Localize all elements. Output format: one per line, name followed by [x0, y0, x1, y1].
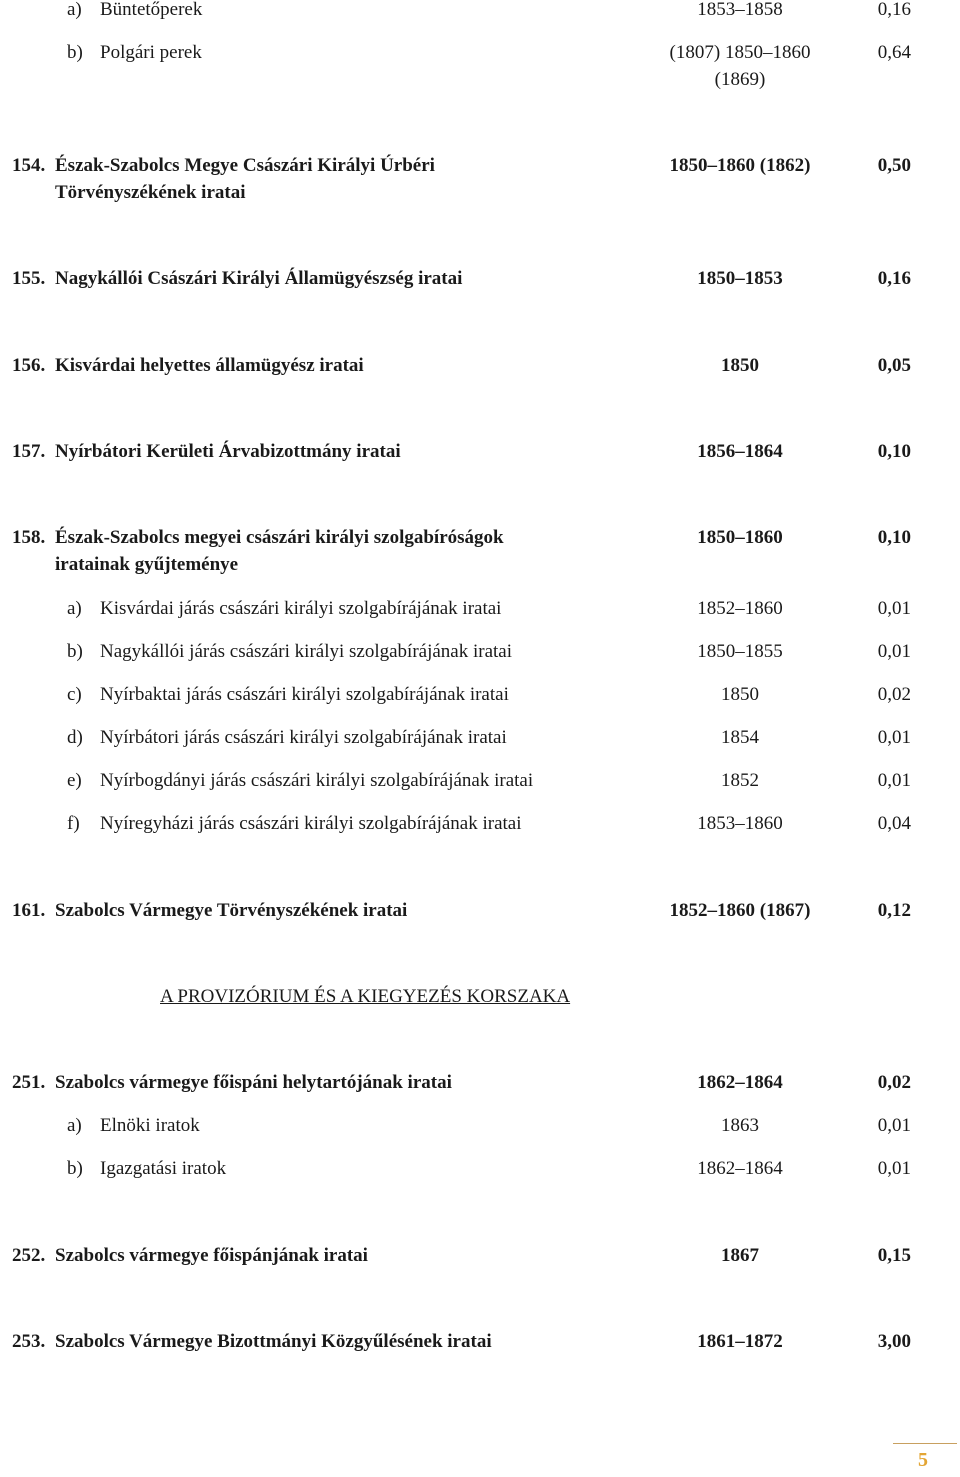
entry-years: 1850–1860 — [697, 527, 783, 548]
fond-title-continuation: Törvényszékének iratai — [55, 182, 246, 203]
sub-entry-letter: a) — [67, 598, 82, 619]
fond-number: 156. — [12, 355, 46, 376]
entry-size: 0,05 — [877, 355, 911, 376]
section-heading: A PROVIZÓRIUM ÉS A KIEGYEZÉS KORSZAKA — [160, 986, 571, 1007]
entry-years: 1862–1864 — [697, 1072, 783, 1093]
fond-title: Észak-Szabolcs Megye Császári Királyi Úrbéri — [55, 155, 435, 176]
fond-title: Szabolcs Vármegye Bizottmányi Közgyűlésének iratai — [55, 1331, 492, 1352]
fond-number: 158. — [12, 527, 46, 548]
entry-years-extra: (1869) — [714, 69, 766, 90]
sub-entry-label: Kisvárdai járás császári királyi szolgabírájának iratai — [100, 598, 502, 619]
entry-years: 1853–1860 — [697, 813, 783, 834]
sub-entry-label: Elnöki iratok — [100, 1115, 200, 1136]
entry-size: 0,15 — [877, 1245, 911, 1266]
footer-rule — [893, 1443, 957, 1444]
entry-size: 0,01 — [877, 598, 911, 619]
sub-entry-letter: b) — [67, 1158, 83, 1179]
fond-title: Szabolcs vármegye főispánjának iratai — [55, 1245, 368, 1266]
fond-title: Szabolcs Vármegye Törvényszékének iratai — [55, 900, 408, 921]
sub-entry-letter: e) — [67, 770, 82, 791]
fond-title-continuation: iratainak gyűjteménye — [55, 554, 239, 575]
fond-title: Nagykállói Császári Királyi Államügyészség iratai — [55, 268, 463, 289]
sub-entry-letter: a) — [67, 1115, 82, 1136]
fond-number: 252. — [12, 1245, 46, 1266]
sub-entry-letter: d) — [67, 727, 83, 748]
entry-years: 1852–1860 — [697, 598, 783, 619]
fond-number: 253. — [12, 1331, 46, 1352]
entry-years: 1850 — [721, 684, 759, 705]
sub-entry-letter: c) — [67, 684, 82, 705]
fond-title: Szabolcs vármegye főispáni helytartójának iratai — [55, 1072, 452, 1093]
sub-entry-letter: a) — [67, 0, 82, 20]
page-number: 5 — [918, 1449, 928, 1471]
sub-entry-label: Igazgatási iratok — [100, 1158, 227, 1179]
entry-size: 0,12 — [877, 900, 911, 921]
entry-size: 0,10 — [877, 527, 911, 548]
entry-size: 0,02 — [877, 1072, 911, 1093]
entry-years: 1850–1853 — [697, 268, 783, 289]
entry-years: 1850–1855 — [697, 641, 783, 662]
sub-entry-label: Büntetőperek — [100, 0, 203, 20]
entry-size: 0,01 — [877, 770, 911, 791]
entry-years: 1861–1872 — [697, 1331, 783, 1352]
fond-number: 157. — [12, 441, 46, 462]
sub-entry-label: Nyírbogdányi járás császári királyi szolgabírájának iratai — [100, 770, 534, 791]
entry-years: 1862–1864 — [697, 1158, 783, 1179]
sub-entry-letter: b) — [67, 42, 83, 63]
entry-size: 0,16 — [877, 268, 911, 289]
entry-years: 1867 — [721, 1245, 759, 1266]
entry-size: 3,00 — [877, 1331, 911, 1352]
fond-number: 155. — [12, 268, 46, 289]
fond-title: Észak-Szabolcs megyei császári királyi szolgabíróságok — [55, 527, 504, 548]
entry-size: 0,64 — [877, 42, 911, 63]
entry-years: 1850 — [721, 355, 759, 376]
fond-title: Kisvárdai helyettes államügyész iratai — [55, 355, 364, 376]
sub-entry-label: Nagykállói járás császári királyi szolgabírájának iratai — [100, 641, 513, 662]
sub-entry-label: Nyírbaktai járás császári királyi szolgabírájának iratai — [100, 684, 509, 705]
fond-number: 161. — [12, 900, 46, 921]
entry-size: 0,01 — [877, 1158, 911, 1179]
sub-entry-letter: f) — [67, 813, 80, 834]
entry-years: 1852 — [721, 770, 759, 791]
entry-years: 1863 — [721, 1115, 759, 1136]
sub-entry-letter: b) — [67, 641, 83, 662]
entry-size: 0,01 — [877, 1115, 911, 1136]
entry-size: 0,16 — [877, 0, 911, 20]
sub-entry-label: Nyíregyházi járás császári királyi szolgabírájának iratai — [100, 813, 522, 834]
fond-title: Nyírbátori Kerületi Árvabizottmány iratai — [55, 441, 401, 462]
sub-entry-label: Polgári perek — [100, 42, 202, 63]
entry-size: 0,02 — [877, 684, 911, 705]
entry-size: 0,10 — [877, 441, 911, 462]
entry-years: 1856–1864 — [697, 441, 783, 462]
entry-size: 0,50 — [877, 155, 911, 176]
entry-years: 1850–1860 (1862) — [669, 155, 811, 176]
sub-entry-label: Nyírbátori járás császári királyi szolgabírájának iratai — [100, 727, 507, 748]
entry-size: 0,01 — [877, 727, 911, 748]
fond-number: 251. — [12, 1072, 46, 1093]
entry-years: 1854 — [721, 727, 759, 748]
entry-size: 0,01 — [877, 641, 911, 662]
entry-size: 0,04 — [877, 813, 911, 834]
entry-years: 1853–1858 — [697, 0, 783, 20]
fond-number: 154. — [12, 155, 46, 176]
entry-years: (1807) 1850–1860 — [669, 42, 811, 63]
entry-years: 1852–1860 (1867) — [669, 900, 811, 921]
